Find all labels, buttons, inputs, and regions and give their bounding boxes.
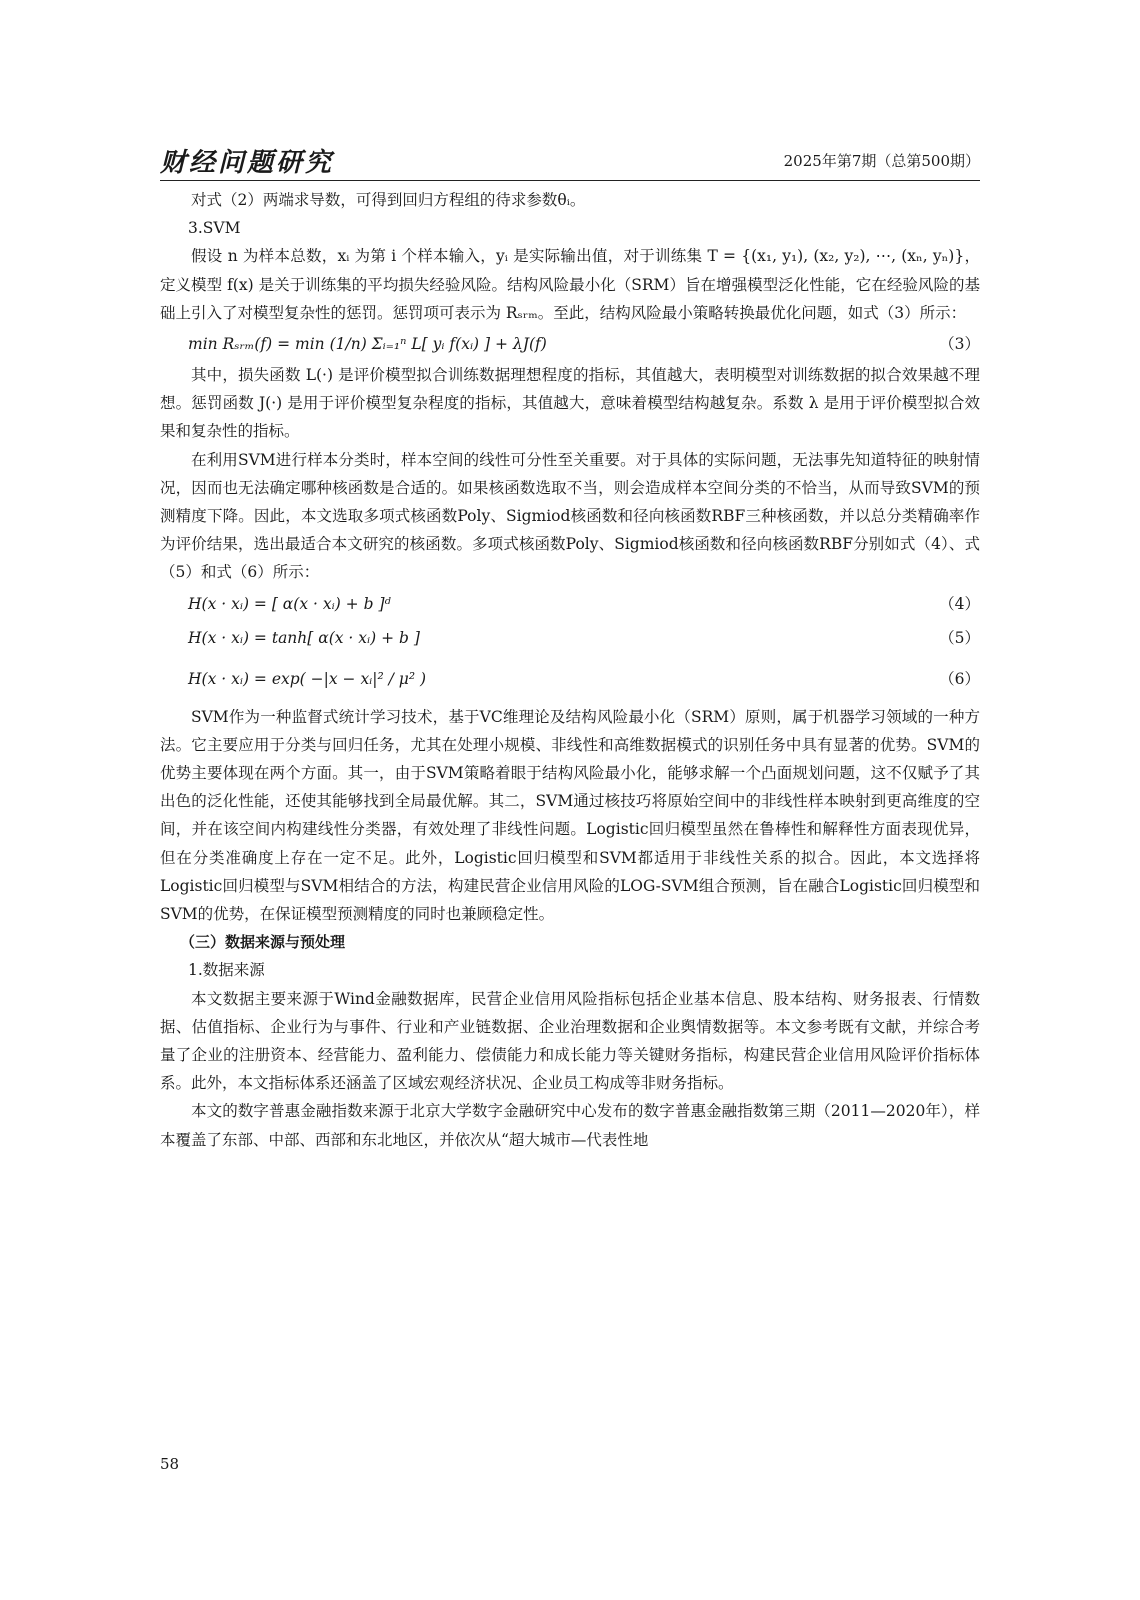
paragraph: 本文的数字普惠金融指数来源于北京大学数字金融研究中心发布的数字普惠金融指数第三期（2011—2020年），样本覆盖了东部、中部、西部和东北地区，并依次从“超大城市—代表性地	[160, 1102, 980, 1149]
page-header	[160, 142, 980, 181]
equation-number: （5）	[939, 628, 980, 647]
subsection-title: 3.SVM	[188, 219, 241, 238]
equation-3	[160, 327, 980, 361]
equation-expression: H(x · xᵢ) = exp( −|x − xᵢ|² / μ² )	[188, 669, 427, 688]
equation-number: （3）	[939, 335, 980, 354]
equation-number: （6）	[939, 669, 980, 688]
paragraph: 假设 n 为样本总数，xᵢ 为第 i 个样本输入，yᵢ 是实际输出值，对于训练集 T = {(x₁, y₁), (x₂, y₂), ⋯, (xₙ, yₙ)}，定义模型 f(x) 是关于训练集的平均损失经验风险。结构风险最小化（SRM）旨在增强模型泛化性能，它在经验风险的基础上引入了对模型复杂性的惩罚。惩罚项可表示为 Rₛᵣₘ。至此，结构风险最小策略转换最优化问题，如式（3）所示：	[160, 247, 980, 322]
equation-expression: H(x · xᵢ) = tanh[ α(x · xᵢ) + b ]	[188, 628, 420, 647]
equation-expression: H(x · xᵢ) = [ α(x · xᵢ) + b ]ᵈ	[188, 594, 391, 613]
equation-5	[160, 621, 980, 655]
subsection-title: 1.数据来源	[188, 961, 265, 980]
article-body	[160, 186, 980, 1154]
paragraph: 对式（2）两端求导数，可得到回归方程组的待求参数θᵢ。	[191, 191, 586, 209]
issue-info: 2025年第7期（总第500期）	[783, 152, 980, 170]
equation-4	[160, 587, 980, 621]
section-heading: （三）数据来源与预处理	[180, 933, 346, 952]
equation-number: （4）	[939, 594, 980, 613]
paragraph: 其中，损失函数 L(·) 是评价模型拟合训练数据理想程度的指标，其值越大，表明模型对训练数据的拟合效果越不理想。惩罚函数 J(·) 是用于评价模型复杂程度的指标，其值越大，意味着模型结构越复杂。系数 λ 是用于评价模型拟合效果和复杂性的指标。	[160, 366, 980, 441]
paragraph: SVM作为一种监督式统计学习技术，基于VC维理论及结构风险最小化（SRM）原则，属于机器学习领域的一种方法。它主要应用于分类与回归任务，尤其在处理小规模、非线性和高维数据模式的识别任务中具有显著的优势。SVM的优势主要体现在两个方面。其一，由于SVM策略着眼于结构风险最小化，能够求解一个凸面规划问题，这不仅赋予了其出色的泛化性能，还使其能够找到全局最优解。其二，SVM通过核技巧将原始空间中的非线性样本映射到更高维度的空间，并在该空间内构建线性分类器，有效处理了非线性问题。Logistic回归模型虽然在鲁棒性和解释性方面表现优异，但在分类准确度上存在一定不足。此外，Logistic回归模型和SVM都适用于非线性关系的拟合。因此，本文选择将Logistic回归模型与SVM相结合的方法，构建民营企业信用风险的LOG-SVM组合预测，旨在融合Logistic回归模型和SVM的优势，在保证模型预测精度的同时也兼顾稳定性。	[160, 707, 980, 924]
journal-logo: 财经问题研究	[160, 148, 335, 178]
equation-expression: min Rₛᵣₘ(f) = min (1/n) Σᵢ₌₁ⁿ L[ yᵢ f(xᵢ) ] + λJ(f)	[188, 335, 547, 354]
page-number: 58	[160, 1455, 180, 1473]
paragraph: 本文数据主要来源于Wind金融数据库，民营企业信用风险指标包括企业基本信息、股本结构、财务报表、行情数据、估值指标、企业行为与事件、行业和产业链数据、企业治理数据和企业舆情数据等。本文参考既有文献，并综合考量了企业的注册资本、经营能力、盈利能力、偿债能力和成长能力等关键财务指标，构建民营企业信用风险评价指标体系。此外，本文指标体系还涵盖了区域宏观经济状况、企业员工构成等非财务指标。	[160, 989, 980, 1093]
equation-6	[160, 655, 980, 703]
paragraph: 在利用SVM进行样本分类时，样本空间的线性可分性至关重要。对于具体的实际问题，无法事先知道特征的映射情况，因而也无法确定哪种核函数是合适的。如果核函数选取不当，则会造成样本空间分类的不恰当，从而导致SVM的预测精度下降。因此，本文选取多项式核函数Poly、Sigmiod核函数和径向核函数RBF三种核函数，并以总分类精确率作为评价结果，选出最适合本文研究的核函数。多项式核函数Poly、Sigmiod核函数和径向核函数RBF分别如式（4）、式（5）和式（6）所示：	[160, 450, 980, 582]
